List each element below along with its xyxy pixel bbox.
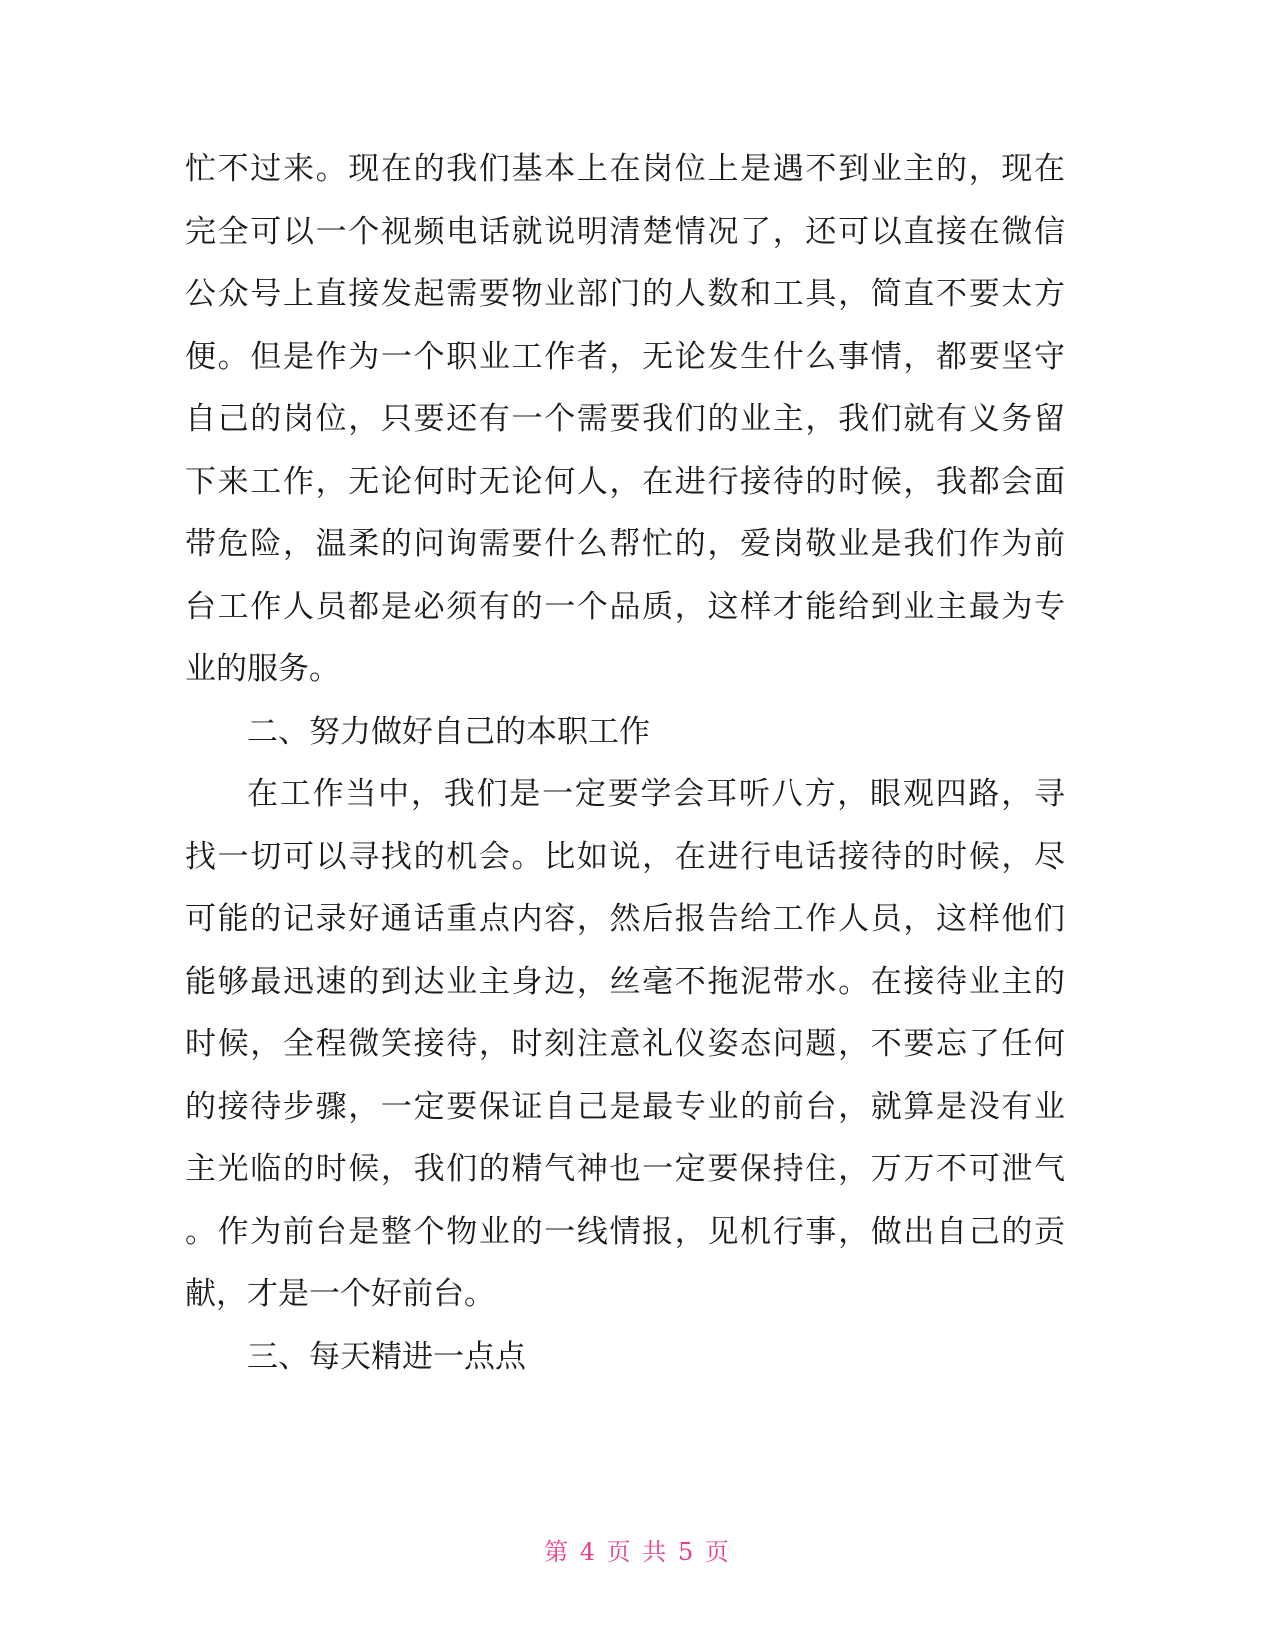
page-footer: 第 4 页 共 5 页 — [544, 1538, 731, 1566]
text-line: 完全可以一个视频电话就说明清楚情况了，还可以直接在微信 — [185, 213, 1065, 250]
text-line: 时候，全程微笑接待，时刻注意礼仪姿态问题，不要忘了任何 — [185, 1026, 1065, 1062]
text-line: 自己的岗位，只要还有一个需要我们的业主，我们就有义务留 — [185, 401, 1065, 437]
text-line: 在工作当中，我们是一定要学会耳听八方，眼观四路，寻 — [247, 776, 1065, 812]
text-line: 找一切可以寻找的机会。比如说，在进行电话接待的时候，尽 — [185, 838, 1065, 875]
text-line: 忙不过来。现在的我们基本上在岗位上是遇不到业主的，现在 — [185, 151, 1065, 187]
text-line: 能够最迅速的到达业主身边，丝毫不拖泥带水。在接待业主的 — [185, 963, 1065, 1000]
text-line: 的接待步骤，一定要保证自己是最专业的前台，就算是没有业 — [185, 1088, 1065, 1125]
text-line: 。作为前台是整个物业的一线情报，见机行事，做出自己的贡 — [185, 1213, 1065, 1250]
text-line: 下来工作，无论何时无论何人，在进行接待的时候，我都会面 — [185, 463, 1065, 500]
text-line: 业的服务。 — [185, 651, 340, 687]
text-line: 台工作人员都是必须有的一个品质，这样才能给到业主最为专 — [185, 588, 1065, 625]
text-line: 便。但是作为一个职业工作者，无论发生什么事情，都要坚守 — [185, 338, 1065, 375]
section-heading: 三、每天精进一点点 — [247, 1338, 526, 1375]
text-line: 主光临的时候，我们的精气神也一定要保持住，万万不可泄气 — [185, 1151, 1065, 1187]
text-line: 带危险，温柔的问询需要什么帮忙的，爱岗敬业是我们作为前 — [185, 526, 1065, 562]
text-line: 献，才是一个好前台。 — [185, 1276, 495, 1312]
body-text — [185, 138, 1065, 1388]
text-line: 可能的记录好通话重点内容，然后报告给工作人员，这样他们 — [185, 901, 1065, 937]
text-line: 公众号上直接发起需要物业部门的人数和工具，简直不要太方 — [185, 276, 1065, 312]
section-heading: 二、努力做好自己的本职工作 — [247, 713, 650, 750]
